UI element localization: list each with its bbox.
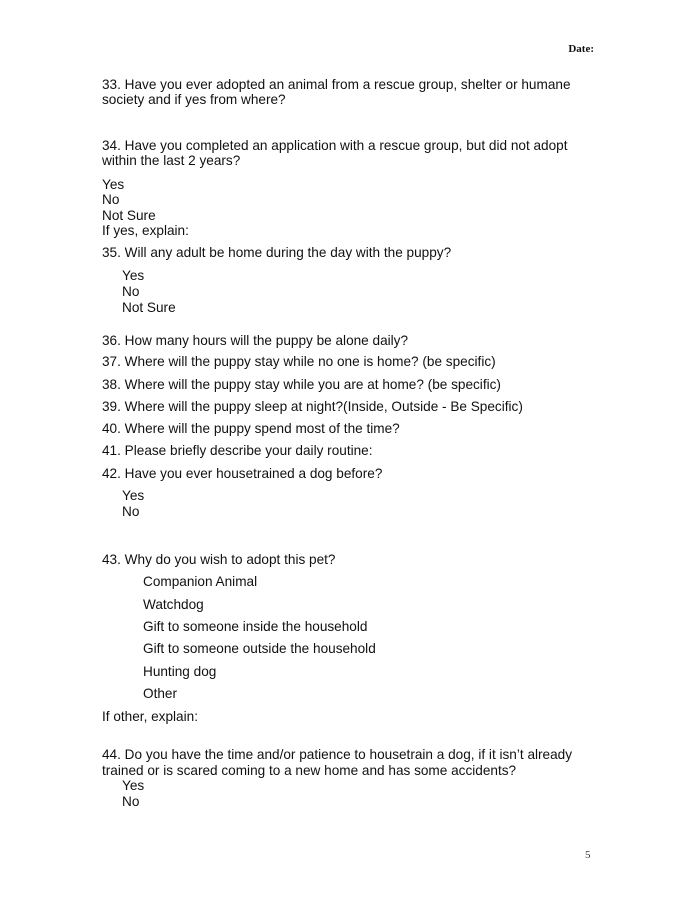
q44-line2: trained or is scared coming to a new home and has some accidents? <box>102 763 517 778</box>
q35-option-yes: Yes <box>122 268 145 283</box>
page-number: 5 <box>585 849 591 861</box>
q35-text: 35. Will any adult be home during the day with the puppy? <box>102 245 452 260</box>
q34-line2: within the last 2 years? <box>102 153 241 168</box>
q35-option-no: No <box>122 284 140 299</box>
q43-option-hunting: Hunting dog <box>143 664 217 679</box>
date-label: Date: <box>568 43 594 55</box>
q43-option-watchdog: Watchdog <box>143 597 204 612</box>
q33-line2: society and if yes from where? <box>102 92 286 107</box>
q43-option-companion: Companion Animal <box>143 574 258 589</box>
q44-line1: 44. Do you have the time and/or patience to housetrain a dog, if it isn’t already <box>102 747 573 762</box>
q34-line1: 34. Have you completed an application with a rescue group, but did not adopt <box>102 138 568 153</box>
q44-option-no: No <box>122 794 140 809</box>
q34-option-yes: Yes <box>102 177 125 192</box>
q35-option-not-sure: Not Sure <box>122 300 176 315</box>
q34-option-not-sure: Not Sure <box>102 208 156 223</box>
q34-option-no: No <box>102 192 120 207</box>
q43-option-gift-inside: Gift to someone inside the household <box>143 619 368 634</box>
q42-option-no: No <box>122 504 140 519</box>
q39-text: 39. Where will the puppy sleep at night?(Inside, Outside - Be Specific) <box>102 399 523 414</box>
q34-followup: If yes, explain: <box>102 223 189 238</box>
q38-text: 38. Where will the puppy stay while you are at home? (be specific) <box>102 377 501 392</box>
q41-text: 41. Please briefly describe your daily routine: <box>102 443 373 458</box>
q43-followup: If other, explain: <box>102 709 198 724</box>
q40-text: 40. Where will the puppy spend most of the time? <box>102 421 400 436</box>
q44-option-yes: Yes <box>122 778 145 793</box>
q42-option-yes: Yes <box>122 488 145 503</box>
q33-line1: 33. Have you ever adopted an animal from a rescue group, shelter or humane <box>102 77 571 92</box>
q37-text: 37. Where will the puppy stay while no one is home? (be specific) <box>102 354 496 369</box>
q43-option-other: Other <box>143 686 177 701</box>
q42-text: 42. Have you ever housetrained a dog before? <box>102 466 383 481</box>
q43-text: 43. Why do you wish to adopt this pet? <box>102 552 336 567</box>
q36-text: 36. How many hours will the puppy be alone daily? <box>102 333 409 348</box>
q43-option-gift-outside: Gift to someone outside the household <box>143 641 376 656</box>
